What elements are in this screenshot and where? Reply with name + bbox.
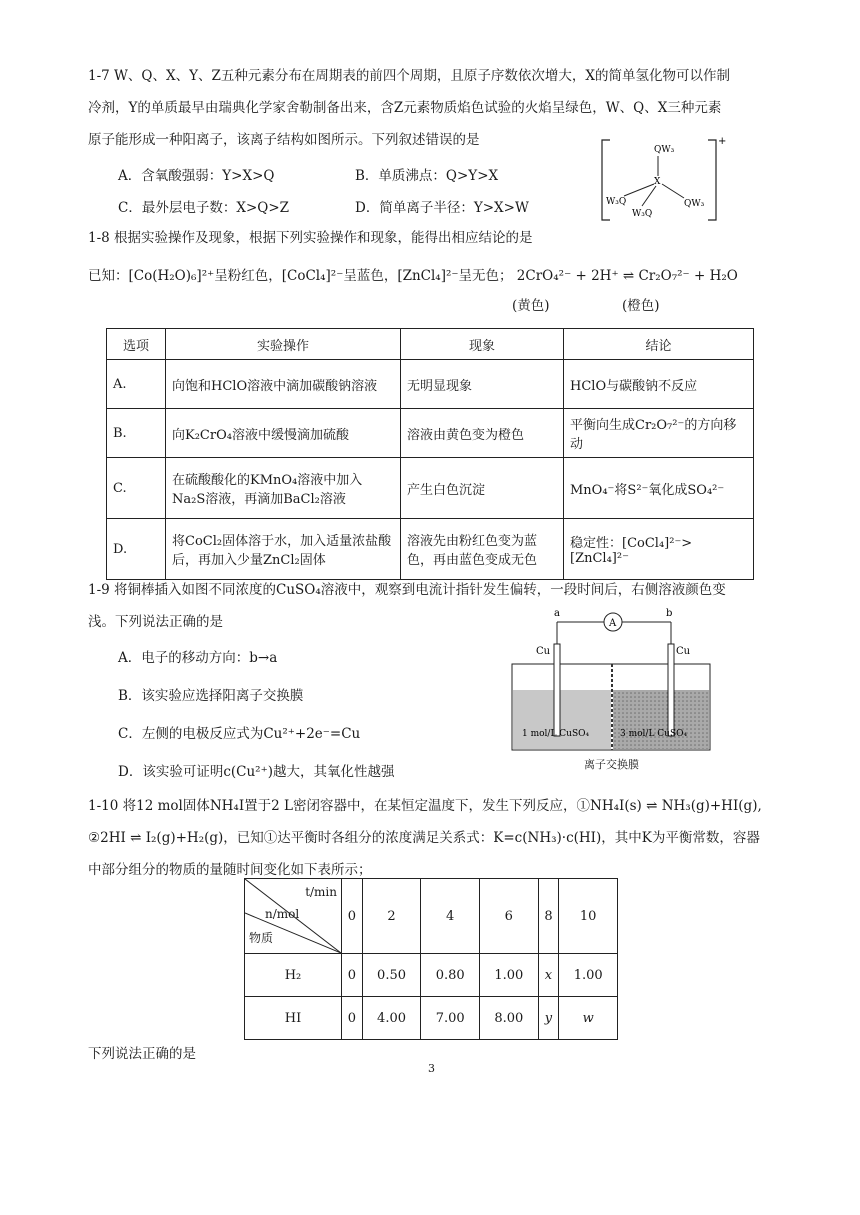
q110-line1: 1-10 将12 mol固体NH₄I置于2 L密闭容器中，在某恒定温度下，发生下列反应，①NH₄I(s) ⇌ NH₃(g)+HI(g), (88, 798, 762, 814)
membrane-caption: 离子交换膜 (584, 758, 639, 771)
q17-option-d: D．简单离子半径：Y>X>W (355, 200, 529, 216)
cell-conclusion: MnO₄⁻将S²⁻氧化成SO₄²⁻ (564, 458, 754, 519)
table-row (107, 360, 754, 409)
value-cell: 1.00 (559, 954, 618, 997)
substance-hi: HI (245, 997, 342, 1040)
concentration-cell-figure (510, 608, 716, 754)
corner-substance: 物质 (249, 931, 274, 945)
bond-left (624, 184, 654, 196)
right-solution-label: 3 mol/L CuSO₄ (620, 729, 688, 739)
q17-option-b: B．单质沸点：Q>Y>X (355, 168, 499, 184)
header-operation: 实验操作 (166, 329, 401, 360)
ion-structure-figure (596, 134, 726, 226)
time-8: 8 (538, 879, 559, 954)
label-orange: (橙色) (622, 298, 660, 314)
corner-amount: n/mol (265, 907, 300, 921)
value-cell: 7.00 (421, 997, 480, 1040)
q18-known: 已知：[Co(H₂O)₆]²⁺呈粉红色，[CoCl₄]²⁻呈蓝色，[ZnCl₄]²⁻呈无色； 2CrO₄²⁻ + 2H⁺ ⇌ Cr₂O₇²⁻ + H₂O (88, 268, 738, 284)
left-electrode-label: Cu (536, 646, 551, 657)
table-row (107, 409, 754, 458)
cell-option: B. (107, 409, 166, 458)
header-phenomenon: 现象 (401, 329, 564, 360)
q110-line2: ②2HI ⇌ I₂(g)+H₂(g)，已知①达平衡时各组分的浓度满足关系式：K=c(NH₃)·c(HI)，其中K为平衡常数，容器 (88, 830, 760, 846)
cell-conclusion: 稳定性：[CoCl₄]²⁻>[ZnCl₄]²⁻ (564, 519, 754, 580)
q17-option-c: C．最外层电子数：X>Q>Z (118, 200, 290, 216)
value-cell: 0.80 (421, 954, 480, 997)
right-electrode (668, 644, 674, 736)
time-0: 0 (342, 879, 363, 954)
header-option: 选项 (107, 329, 166, 360)
cell-phenomenon: 无明显现象 (401, 360, 564, 409)
ammeter-label: A (609, 618, 617, 629)
time-4: 4 (421, 879, 480, 954)
left-bracket (602, 140, 610, 220)
q18-line1: 1-8 根据实验操作及现象，根据下列实验操作和现象，能得出相应结论的是 (88, 230, 533, 246)
q110-line3: 中部分组分的物质的量随时间变化如下表所示； (88, 862, 372, 878)
value-cell: y (538, 997, 559, 1040)
cell-option: A. (107, 360, 166, 409)
q19-option-d: D．该实验可证明c(Cu²⁺)越大，其氧化性越强 (118, 764, 395, 780)
right-bracket (708, 140, 716, 220)
table-row (245, 997, 618, 1040)
table-row (107, 519, 754, 580)
left-solution-label: 1 mol/L CuSO₄ (522, 729, 590, 739)
cell-operation: 将CoCl₂固体溶于水，加入适量浓盐酸后，再加入少量ZnCl₂固体 (166, 519, 401, 580)
experiment-table (106, 328, 754, 580)
q17-option-a: A．含氧酸强弱：Y>X>Q (118, 168, 275, 184)
right-solution (613, 690, 709, 749)
q17-line1: 1-7 W、Q、X、Y、Z五种元素分布在周期表的前四个周期，且原子序数依次增大，X的简单氢化物可以作制 (88, 68, 730, 84)
time-10: 10 (559, 879, 618, 954)
bond-bottom (642, 186, 656, 206)
cell-phenomenon: 溶液由黄色变为橙色 (401, 409, 564, 458)
q19-line1: 1-9 将铜棒插入如图不同浓度的CuSO₄溶液中，观察到电流计指针发生偏转，一段时间后，右侧溶液颜色变 (88, 582, 726, 598)
right-electrode-label: Cu (676, 646, 691, 657)
table-header-row (245, 879, 618, 954)
table-row (245, 954, 618, 997)
time-2: 2 (362, 879, 421, 954)
label-yellow: (黄色) (512, 298, 550, 314)
q17-line2: 冷剂，Y的单质最早由瑞典化学家舍勒制备出来，含Z元素物质焰色试验的火焰呈绿色，W、Q、X三种元素 (88, 100, 722, 116)
q110-footer: 下列说法正确的是 (88, 1046, 196, 1062)
cell-operation: 向饱和HClO溶液中滴加碳酸钠溶液 (166, 360, 401, 409)
q17-line3: 原子能形成一种阳离子，该离子结构如图所示。下列叙述错误的是 (88, 132, 480, 148)
table-header-row (107, 329, 754, 360)
atom-top: QW₃ (654, 145, 675, 155)
table-row (107, 458, 754, 519)
atom-left: W₃Q (606, 197, 627, 207)
q19-option-b: B．该实验应选择阳离子交换膜 (118, 688, 304, 704)
cell-operation: 在硫酸酸化的KMnO₄溶液中加入Na₂S溶液，再滴加BaCl₂溶液 (166, 458, 401, 519)
q19-option-a: A．电子的移动方向：b→a (118, 650, 278, 666)
time-6: 6 (479, 879, 538, 954)
left-solution (513, 690, 611, 749)
cell-option: D. (107, 519, 166, 580)
value-cell: 8.00 (479, 997, 538, 1040)
substance-h2: H₂ (245, 954, 342, 997)
atom-center: X (654, 177, 661, 187)
value-cell: x (538, 954, 559, 997)
ion-charge: + (718, 136, 726, 147)
header-conclusion: 结论 (564, 329, 754, 360)
corner-time: t/min (305, 885, 337, 899)
q19-option-c: C．左侧的电极反应式为Cu²⁺+2e⁻=Cu (118, 726, 361, 742)
cell-phenomenon: 产生白色沉淀 (401, 458, 564, 519)
value-cell: 0 (342, 997, 363, 1040)
terminal-a: a (554, 608, 560, 619)
cell-phenomenon: 溶液先由粉红色变为蓝色，再由蓝色变成无色 (401, 519, 564, 580)
cell-conclusion: 平衡向生成Cr₂O₇²⁻的方向移动 (564, 409, 754, 458)
cell-operation: 向K₂CrO₄溶液中缓慢滴加硫酸 (166, 409, 401, 458)
atom-bottom: W₃Q (632, 209, 653, 219)
value-cell: 0 (342, 954, 363, 997)
value-cell: 4.00 (362, 997, 421, 1040)
cell-option: C. (107, 458, 166, 519)
data-table (244, 878, 618, 1040)
bond-right (662, 184, 684, 198)
left-electrode (554, 644, 560, 736)
corner-cell (245, 879, 342, 954)
terminal-b: b (666, 608, 673, 619)
value-cell: 1.00 (479, 954, 538, 997)
page-number: 3 (428, 1062, 435, 1075)
q19-line2: 浅。下列说法正确的是 (88, 614, 223, 630)
cell-conclusion: HClO与碳酸钠不反应 (564, 360, 754, 409)
atom-right: QW₃ (684, 199, 705, 209)
value-cell: w (559, 997, 618, 1040)
value-cell: 0.50 (362, 954, 421, 997)
